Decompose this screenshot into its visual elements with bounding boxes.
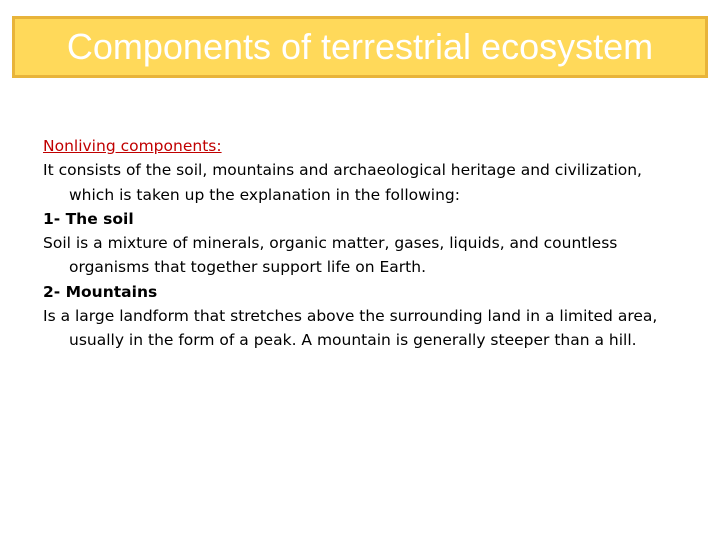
- title-banner: [12, 16, 708, 78]
- item-heading-soil: 1- The soil: [43, 209, 134, 228]
- item-body-soil: Soil is a mixture of minerals, organic matter, gases, liquids, and countless organisms that together support life on Earth.: [43, 234, 618, 277]
- section-heading: Nonliving components:: [43, 137, 222, 155]
- intro-paragraph: It consists of the soil, mountains and archaeological heritage and civilization, which is taken up the explanation in the following:: [43, 161, 642, 204]
- item-heading-mountains: 2- Mountains: [43, 282, 158, 301]
- slide-title: Components of terrestrial ecosystem: [66, 26, 654, 67]
- slide-content: [43, 134, 683, 353]
- item-body-mountains: Is a large landform that stretches above the surrounding land in a limited area, usually in the form of a peak. A mountain is generally steeper than a hill.: [43, 307, 658, 350]
